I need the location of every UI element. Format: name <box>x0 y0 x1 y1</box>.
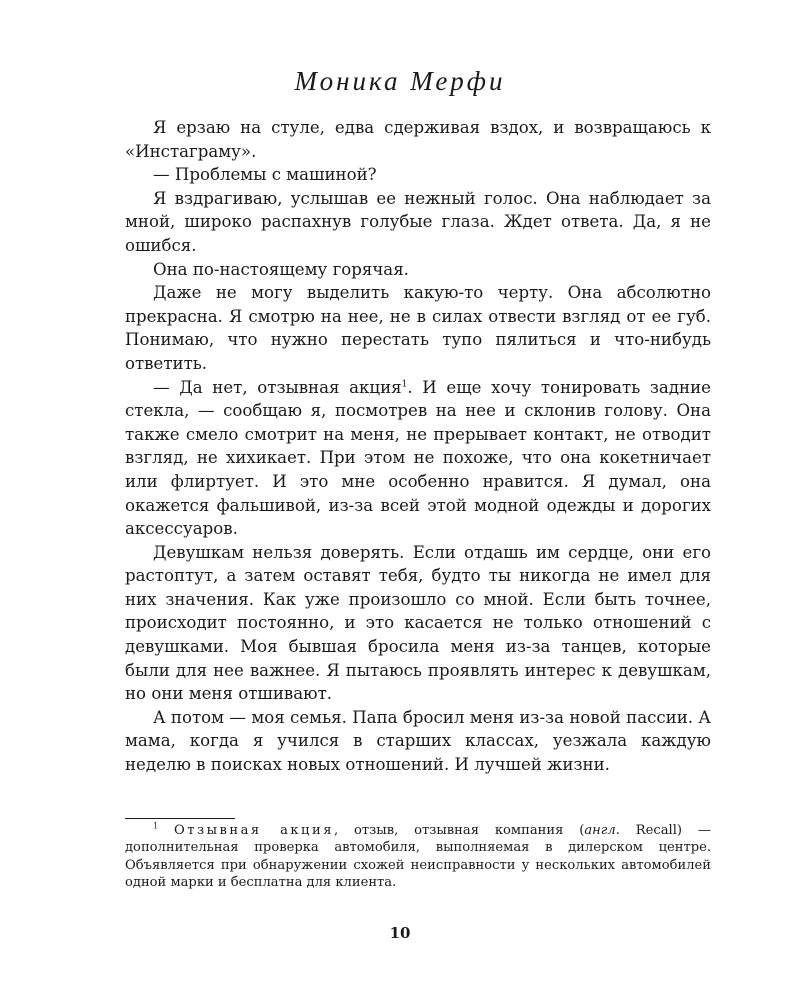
footnote-body: , отзыв, отзывная компания ( <box>333 823 585 838</box>
paragraph: Она по-настоящему горячая. <box>153 259 409 279</box>
footnote-term: Отзывная акция <box>173 823 334 838</box>
paragraph: Я ерзаю на стуле, едва сдерживая вздох, и возвращаюсь к «Инстаграму». <box>125 118 711 161</box>
paragraph: А потом — моя семья. Папа бросил меня из-за новой пассии. А мама, когда я учился в старших классах, уезжала каждую неделю в поисках новых отношений. И лучшей жизни. <box>125 707 711 775</box>
footnote-rule <box>125 818 235 819</box>
footnote-marker: 1 <box>153 821 159 831</box>
paragraph-with-footnote-ref <box>125 376 711 541</box>
footnote-body: Recall) — дополнительная проверка автомобиля, выполняемая в дилерском центре. Объявляется при обнаружении схожей неисправности у нескольких автомобилей одной марки и бесплатна для клиента. <box>125 823 711 891</box>
running-head: Моника Мерфи <box>294 66 506 96</box>
page-number: 10 <box>389 924 411 942</box>
paragraph-text: . И еще хочу тонировать задние стекла, — сообщаю я, посмотрев на нее и склонив голову. Она также смело смотрит на меня, не прерывает контакт, не отводит взгляд, не хихикает. При этом не похоже, что она кокетничает или флиртует. И это мне особенно нравится. Я думал, она окажется фальшивой, из-за всей этой модной одежды и дорогих аксессуаров. <box>125 377 711 539</box>
footnote-text <box>125 822 711 892</box>
paragraph-text: — Да нет, отзывная акция <box>153 377 402 397</box>
paragraph: Девушкам нельзя доверять. Если отдашь им сердце, они его растоптут, а затем оставят тебя, будто ты никогда не имел для них значения. Как уже произошло со мной. Если быть точнее, происходит постоянно, и это касается не только отношений с девушками. Моя бывшая бросила меня из-за танцев, которые были для нее важнее. Я пытаюсь проявлять интерес к девушкам, но они меня отшивают. <box>125 542 711 704</box>
footnote-reference: 1 <box>401 379 408 389</box>
paragraph: Я вздрагиваю, услышав ее нежный голос. Она наблюдает за мной, широко распахнув голубые глаза. Ждет ответа. Да, я не ошибся. <box>125 188 711 255</box>
paragraph: Даже не могу выделить какую-то черту. Она абсолютно прекрасна. Я смотрю на нее, не в силах отвести взгляд от ее губ. Понимаю, что нужно перестать тупо пялиться и что-нибудь ответить. <box>125 283 711 373</box>
body-text <box>125 116 711 777</box>
footnote <box>125 822 711 892</box>
footnote-lang: англ. <box>584 823 620 838</box>
paragraph: — Проблемы с машиной? <box>153 165 377 185</box>
